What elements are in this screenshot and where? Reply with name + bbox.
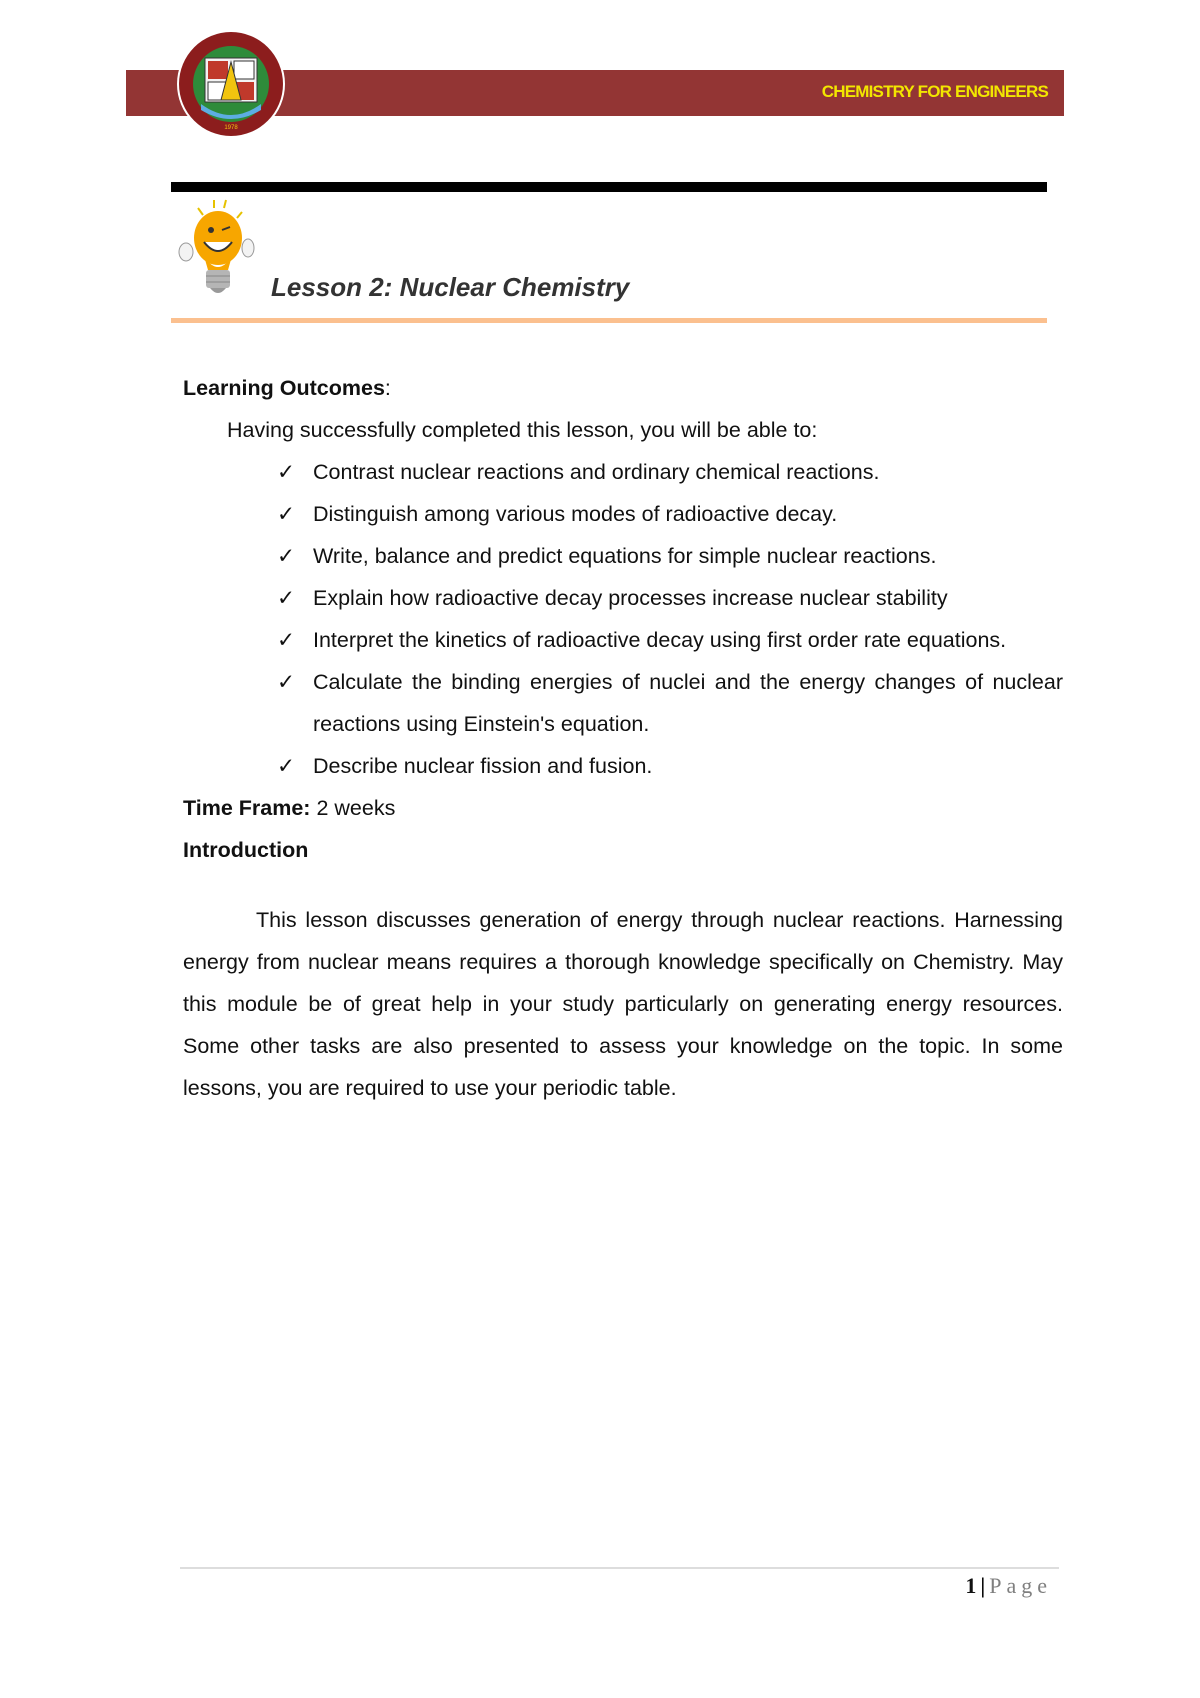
page-number: [965, 1573, 1052, 1599]
list-item-text: Distinguish among various modes of radioactive decay.: [313, 502, 838, 526]
section-divider-orange: [171, 318, 1047, 323]
lightbulb-mascot-icon: [176, 198, 260, 300]
list-item-text: Interpret the kinetics of radioactive decay using first order rate equations.: [313, 628, 1007, 652]
footer-divider: [180, 1567, 1059, 1569]
section-divider-black: [171, 182, 1047, 192]
checkmark-icon: ✓: [277, 544, 296, 568]
checkmark-icon: ✓: [277, 754, 296, 778]
list-item-text: Describe nuclear fission and fusion.: [313, 754, 653, 778]
page-label: Page: [989, 1573, 1052, 1598]
list-item: [183, 577, 1063, 619]
list-item-text: Contrast nuclear reactions and ordinary chemical reactions.: [313, 460, 880, 484]
document-body: [183, 367, 1063, 1109]
list-item: [183, 451, 1063, 493]
checkmark-icon: ✓: [277, 670, 296, 694]
introduction-paragraph: This lesson discusses generation of energy through nuclear reactions. Harnessing energy from nuclear means requires a thorough knowledge specifically on Chemistry. May this module be of great help in your study particularly on generating energy resources. Some other tasks are also presented to assess your knowledge on the topic. In some lessons, you are required to use your periodic table.: [183, 908, 1063, 1100]
university-seal-logo: [175, 28, 287, 140]
time-frame-label: Time Frame:: [183, 796, 311, 820]
list-item: [183, 535, 1063, 577]
list-item: [183, 493, 1063, 535]
checkmark-icon: ✓: [277, 628, 296, 652]
list-item: [183, 661, 1063, 745]
lesson-title: Lesson 2: Nuclear Chemistry: [271, 272, 630, 302]
heading-colon: :: [384, 376, 391, 400]
page-separator: |: [980, 1573, 986, 1598]
page-number-value: 1: [965, 1573, 977, 1598]
time-frame-value: 2 weeks: [310, 796, 396, 820]
introduction-heading: Introduction: [183, 838, 309, 862]
outcomes-intro: Having successfully completed this lesson, you will be able to:: [227, 418, 818, 442]
list-item-text: Calculate the binding energies of nuclei and the energy changes of nuclear reactions using Einstein's equation.: [313, 670, 1063, 736]
course-title: CHEMISTRY FOR ENGINEERS: [821, 82, 1048, 101]
heading-text: Learning Outcomes: [183, 376, 385, 400]
list-item-text: Explain how radioactive decay processes increase nuclear stability: [313, 586, 948, 610]
time-frame: [183, 787, 1063, 829]
checkmark-icon: ✓: [277, 586, 296, 610]
checkmark-icon: ✓: [277, 460, 296, 484]
checkmark-icon: ✓: [277, 502, 296, 526]
svg-text:1978: 1978: [224, 125, 238, 131]
list-item: [183, 619, 1063, 661]
list-item-text: Write, balance and predict equations for simple nuclear reactions.: [313, 544, 937, 568]
list-item: [183, 745, 1063, 787]
learning-outcomes-heading: [183, 367, 1063, 409]
outcomes-list: [183, 451, 1063, 787]
